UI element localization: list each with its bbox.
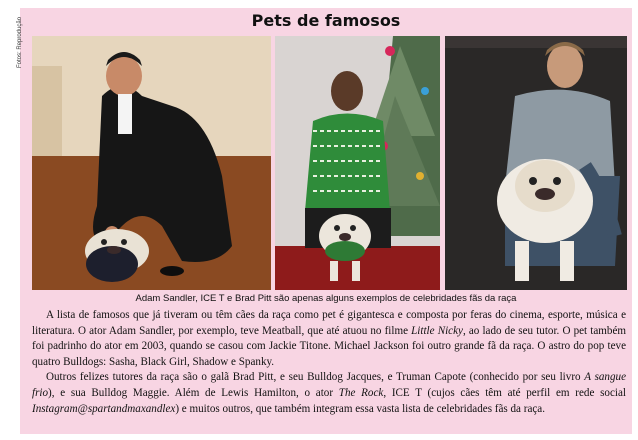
photo-caption: Adam Sandler, ICE T e Brad Pitt são apenas alguns exemplos de celebridades fãs da raça	[135, 293, 517, 304]
paragraph-2-text-1: Outros felizes tutores da raça são o galã Brad Pitt, e seu Bulldog Jacques, e Truman Capote (conhecido por seu livro	[46, 371, 585, 384]
instagram-handle: Instagram@spartandmaxandlex	[32, 402, 176, 415]
article-title: Pets de famosos	[251, 11, 401, 30]
paragraph-1-text-1: A lista de famosos que já tiveram ou têm cães da raça como pet é gigantesca e composta por feras do cinema, esporte, música e literatura. O ator Adam Sandler, por exemplo, teve Meatball, que até atuou no filme	[32, 309, 626, 337]
photo-adam-sandler	[32, 36, 271, 290]
photo-brad-pitt	[445, 36, 627, 290]
paragraph-1-text-2: , ao lado de seu tutor. O pet também foi padrinho do ator em 2003, quando se casou com Jackie Titone. Michael Jackson foi outro grande fã da raça. O astro do pop teve quatro Bulldogs: Sasha, Black Girl, Shadow e Spanky.	[32, 324, 626, 368]
actor-the-rock: The Rock	[338, 386, 384, 399]
article-panel	[17, 8, 632, 434]
paragraph-2-text-4: ) e muitos outros, que também integram essa vasta lista de celebridades fãs da raça.	[175, 402, 545, 415]
paragraph-1	[32, 308, 626, 370]
paragraph-2-text-3: , ICE T (cujos cães têm até perfil em rede social	[383, 386, 626, 399]
film-title-little-nicky: Little Nicky	[411, 324, 463, 337]
book-title: A sangue frio	[32, 371, 627, 399]
photo-ice-t	[275, 36, 440, 290]
article-body	[32, 308, 626, 417]
photo-credit: Fotos: Reprodução	[17, 16, 23, 68]
paragraph-2-text-2: ), e sua Bulldog Maggie. Além de Lewis Hamilton, o ator	[48, 386, 339, 399]
paragraph-2	[32, 370, 626, 417]
